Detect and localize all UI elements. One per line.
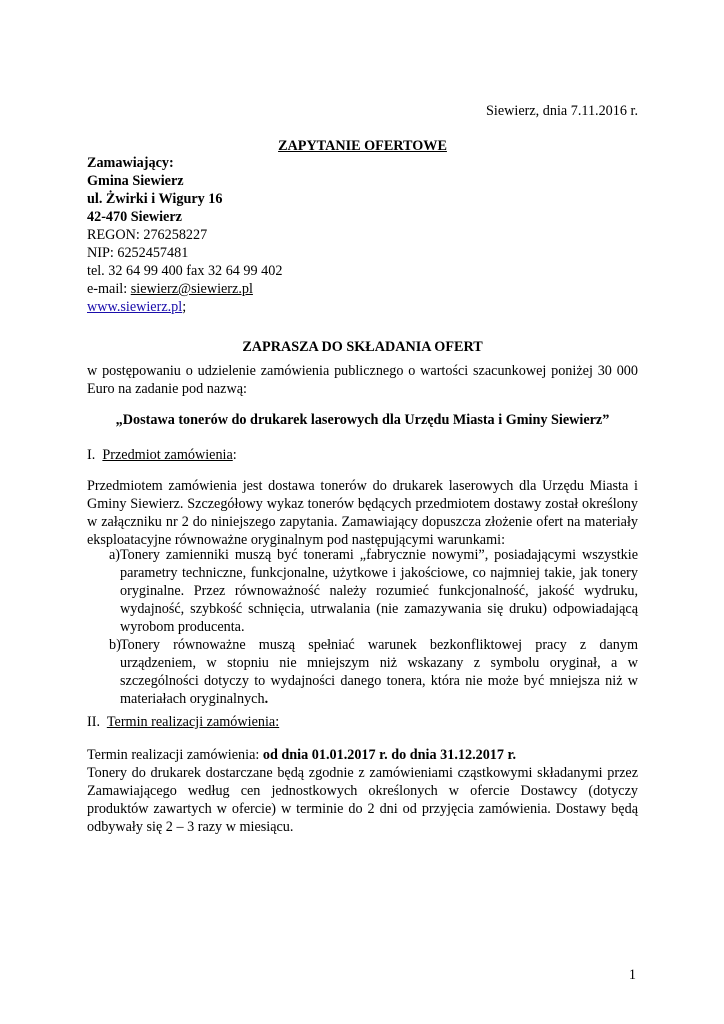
section-1-title: Przedmiot zamówienia: [102, 447, 233, 463]
list-item: [87, 546, 638, 636]
section-2-heading: [87, 713, 638, 731]
section-1-heading: [87, 446, 638, 464]
orderer-email-line: [87, 280, 638, 298]
website-link[interactable]: www.siewierz.pl: [87, 299, 183, 315]
document-title: ZAPYTANIE OFERTOWE: [278, 138, 447, 154]
section-1-paragraph: Przedmiotem zamówienia jest dostawa tonerów do drukarek laserowych dla Urzędu Miasta i Gminy Siewierz. Szczegółowy wykaz tonerów będących przedmiotem dostawy został określony w załączniku nr 2 do niniejszego zapytania. Zamawiający dopuszcza złożenie ofert na materiały eksploatacyjne równoważne oryginalnym pod następującymi warunkami:: [87, 478, 638, 548]
orderer-street: ul. Żwirki i Wigury 16: [87, 191, 223, 207]
section-2-number: II.: [87, 714, 100, 730]
orderer-city: 42-470 Siewierz: [87, 209, 182, 225]
list-marker: a): [109, 547, 121, 563]
date-line: Siewierz, dnia 7.11.2016 r.: [486, 103, 638, 119]
email-link[interactable]: siewierz@siewierz.pl: [130, 281, 253, 297]
section-2-title: Termin realizacji zamówienia:: [106, 714, 280, 730]
orderer-regon: REGON: 276258227: [87, 227, 208, 243]
orderer-heading: Zamawiający:: [87, 155, 174, 171]
section-1-colon: :: [232, 447, 237, 463]
invite-heading: ZAPRASZA DO SKŁADANIA OFERT: [242, 339, 483, 355]
term-value: od dnia 01.01.2017 r. do dnia 31.12.2017 r.: [262, 747, 517, 763]
list-item-text: Tonery równoważne muszą spełniać warunek bezkonfliktowej pracy z danym urządzeniem, w stopniu nie mniejszym niż wskazany z symbolu oryginał, a w szczególności dotyczy to wydajności danego tonera, która nie może być mniejsza niż w materiałach oryginalnych: [120, 637, 638, 707]
website-suffix: ;: [182, 299, 187, 315]
orderer-name: Gmina Siewierz: [87, 173, 184, 189]
orderer-phone: tel. 32 64 99 400 fax 32 64 99 402: [87, 263, 283, 279]
section-2-paragraph: Tonery do drukarek dostarczane będą zgodnie z zamówieniami cząstkowymi składanymi przez Zamawiającego według cen jednostkowych określonych w ofercie Dostawcy (dotyczy produktów zawartych w ofercie) w terminie do 2 dni od przyjęcia zamówienia. Dostawy będą odbywały się 2 – 3 razy w miesiącu.: [87, 765, 638, 835]
section-1-number: I.: [87, 447, 96, 463]
orderer-block: [87, 154, 638, 316]
invite-text: w postępowaniu o udzielenie zamówienia publicznego o wartości szacunkowej poniżej 30 000 Euro na zadanie pod nazwą:: [87, 363, 638, 397]
list-item-tail: .: [264, 691, 269, 707]
task-name: „Dostawa tonerów do drukarek laserowych dla Urzędu Miasta i Gminy Siewierz”: [115, 412, 610, 428]
term-label: Termin realizacji zamówienia:: [87, 747, 263, 763]
orderer-www-line: [87, 298, 638, 316]
conditions-list: [87, 546, 638, 708]
page-number: 1: [628, 967, 636, 983]
email-label: e-mail:: [87, 281, 131, 297]
list-item: [87, 636, 638, 708]
term-line: [87, 746, 638, 764]
list-marker: b): [109, 637, 121, 653]
orderer-nip: NIP: 6252457481: [87, 245, 189, 261]
list-item-text: Tonery zamienniki muszą być tonerami „fabrycznie nowymi”, posiadającymi wszystkie parametry techniczne, funkcjonalne, użytkowe i jakościowe, co najmniej takie, jak tonery oryginalne. Przez równoważność należy rozumieć funkcjonalność, jakość wydruku, wydajność, szybkość schnięcia, utrwalania (nie zamazywania się druku) odpowiadającą wyrobom producenta.: [120, 547, 638, 635]
